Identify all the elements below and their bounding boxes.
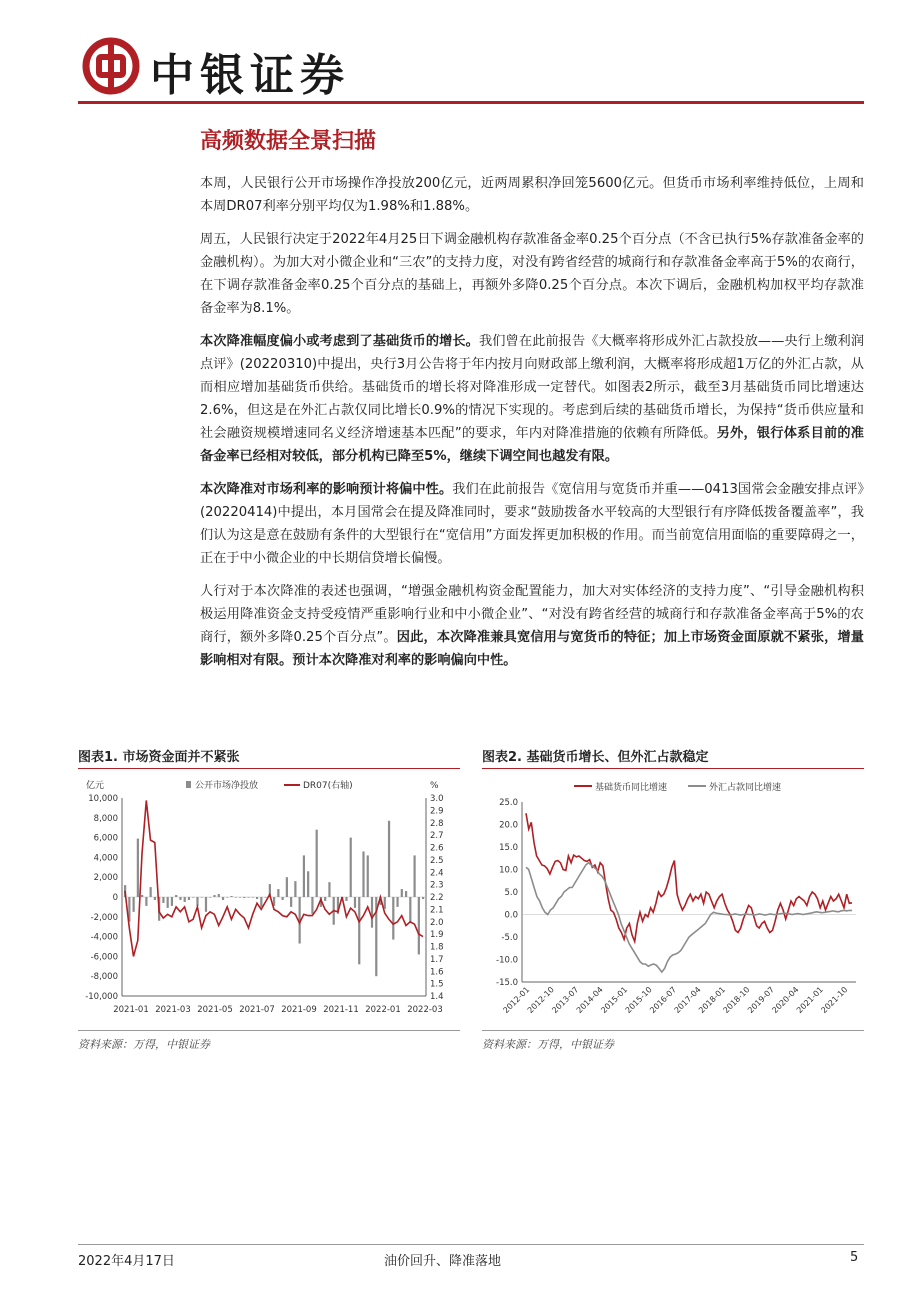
bar-open-market <box>350 838 352 897</box>
right-tick-label: 1.7 <box>430 954 444 965</box>
legend-open-market: 公开市场净投放 <box>195 781 259 791</box>
legend-fx: 外汇占款同比增速 <box>709 783 782 793</box>
bar-open-market <box>167 897 169 908</box>
bar-open-market <box>384 897 386 909</box>
paragraph-bold-run: 因此，本次降准兼具宽信用与宽货币的特征；加上市场资金面原就不紧张，增量影响相对有限。预计本次降准对利率的影响偏向中性。 <box>200 630 864 668</box>
y-tick-label: -15.0 <box>496 978 518 988</box>
y-tick-label: 20.0 <box>499 820 518 831</box>
right-tick-label: 1.6 <box>430 967 444 978</box>
x-tick-label: 2018-10 <box>721 985 752 1016</box>
left-tick-label: -2,000 <box>90 912 118 923</box>
bar-open-market <box>413 855 415 897</box>
bar-open-market <box>286 877 288 897</box>
bar-open-market <box>239 897 241 898</box>
brand-name: 中银证券 <box>150 50 350 101</box>
paragraph-1 <box>200 172 864 218</box>
bar-open-market <box>243 897 245 898</box>
footer-divider <box>78 1244 864 1245</box>
figure2-title-rule <box>482 768 864 769</box>
bar-open-market <box>218 894 220 897</box>
paragraph-run: 我们在此前报告《宽信用与宽货币并重——0413国常会金融安排点评》(20220414)中提出，本月国常会在提及降准同时，要求“鼓励拨备水平较高的大型银行有序降低拨备覆盖率”，我们认为这是意在鼓励有条件的大型银行在“宽信用”方面发挥更加积极的作用。而当前宽信用面临的重要障碍之一，正在于中小微企业的中长期信贷增长偏慢。 <box>200 482 864 566</box>
right-tick-label: 2.2 <box>430 893 444 903</box>
paragraph-3 <box>200 330 864 468</box>
bar-open-market <box>290 897 292 907</box>
paragraph-2 <box>200 228 864 320</box>
x-tick-label: 2021-07 <box>239 1005 275 1015</box>
bar-open-market <box>150 887 152 897</box>
x-tick-label: 2021-01 <box>113 1005 149 1015</box>
section-title: 高频数据全景扫描 <box>200 128 377 154</box>
bar-open-market <box>230 896 232 897</box>
bar-open-market <box>175 895 177 897</box>
x-tick-label: 2013-07 <box>550 985 581 1016</box>
figure1-title-rule <box>78 768 460 769</box>
bar-open-market <box>328 882 330 897</box>
bar-open-market <box>154 897 156 900</box>
line-dr07 <box>125 801 423 957</box>
bar-open-market <box>371 897 373 928</box>
left-tick-label: 2,000 <box>93 873 118 884</box>
bar-open-market <box>222 897 224 900</box>
x-tick-label: 2021-11 <box>323 1005 359 1015</box>
bar-open-market <box>209 897 211 898</box>
bar-open-market <box>226 897 228 898</box>
bar-open-market <box>171 897 173 906</box>
right-tick-label: 1.4 <box>430 992 444 1002</box>
x-tick-label: 2015-01 <box>599 985 630 1016</box>
bar-open-market <box>316 830 318 897</box>
y-tick-label: 15.0 <box>499 843 518 853</box>
bar-open-market <box>396 897 398 907</box>
paragraph-bold-run: 本次降准幅度偏小或考虑到了基础货币的增长。 <box>200 334 479 349</box>
bar-open-market <box>418 897 420 954</box>
x-tick-label: 2015-10 <box>623 985 654 1016</box>
bar-open-market <box>256 897 258 899</box>
bar-open-market <box>133 897 135 912</box>
bar-open-market <box>345 897 347 901</box>
y-tick-label: 0.0 <box>504 910 518 921</box>
chart-open-market-dr07 <box>78 772 460 1028</box>
line-fx <box>526 863 852 972</box>
right-axis-unit: % <box>430 781 439 791</box>
left-tick-label: 6,000 <box>93 833 118 844</box>
chart-base-money-fx <box>482 772 864 1028</box>
x-tick-label: 2019-07 <box>746 985 777 1016</box>
x-tick-label: 2014-04 <box>574 985 605 1016</box>
bar-open-market <box>422 897 424 899</box>
figure2-bottom-rule <box>482 1030 864 1031</box>
left-tick-label: 10,000 <box>88 794 118 804</box>
bar-open-market <box>179 897 181 900</box>
left-axis-unit: 亿元 <box>86 781 105 791</box>
paragraph-4 <box>200 478 864 570</box>
bar-open-market <box>307 871 309 897</box>
bar-open-market <box>188 897 190 900</box>
page-header <box>78 33 864 108</box>
bar-open-market <box>367 855 369 897</box>
bar-open-market <box>184 897 186 902</box>
paragraph-run: 人行对于本次降准的表述也强调，“增强金融机构资金配置能力，加大对实体经济的支持力度”、“引导金融机构积极运用降准资金支持受疫情严重影响行业和中小微企业”、“对没有跨省经营的城商行和存款准备金率高于5%的农商行，额外多降0.25个百分点”。 <box>200 584 864 645</box>
figure1-bottom-rule <box>78 1030 460 1031</box>
x-tick-label: 2021-01 <box>794 985 825 1016</box>
bar-open-market <box>247 897 249 898</box>
figure1-source: 资料来源：万得，中银证券 <box>78 1038 210 1051</box>
paragraph-5 <box>200 580 864 672</box>
x-tick-label: 2021-09 <box>281 1005 317 1015</box>
right-tick-label: 2.3 <box>430 880 444 891</box>
right-tick-label: 2.4 <box>430 868 444 879</box>
bar-open-market <box>192 897 194 898</box>
footer-date: 2022年4月17日 <box>78 1254 175 1269</box>
right-tick-label: 2.7 <box>430 831 444 842</box>
bar-open-market <box>145 897 147 906</box>
y-tick-label: 10.0 <box>499 865 518 876</box>
left-tick-label: 4,000 <box>93 853 118 864</box>
bar-open-market <box>141 895 143 897</box>
legend-swatch-open-market <box>186 781 191 788</box>
bar-open-market <box>260 897 262 907</box>
body-text <box>200 172 864 682</box>
bar-open-market <box>282 897 284 900</box>
x-tick-label: 2022-01 <box>365 1005 401 1015</box>
bar-open-market <box>277 889 279 897</box>
figure2-source: 资料来源：万得，中银证券 <box>482 1038 614 1051</box>
left-tick-label: -10,000 <box>85 992 118 1002</box>
bar-open-market <box>405 891 407 897</box>
right-tick-label: 3.0 <box>430 794 444 804</box>
left-tick-label: -4,000 <box>90 932 118 943</box>
right-tick-label: 1.8 <box>430 942 444 953</box>
page-number: 5 <box>850 1250 859 1265</box>
left-tick-label: 0 <box>112 893 118 903</box>
bar-open-market <box>252 897 254 898</box>
bar-open-market <box>388 821 390 897</box>
right-tick-label: 2.9 <box>430 806 444 817</box>
y-tick-label: 5.0 <box>504 888 518 898</box>
right-tick-label: 2.5 <box>430 855 444 866</box>
right-tick-label: 1.9 <box>430 930 444 941</box>
paragraph-bold-run: 本次降准对市场利率的影响预计将偏中性。 <box>200 482 453 497</box>
x-tick-label: 2018-01 <box>697 985 728 1016</box>
bar-open-market <box>235 897 237 898</box>
bar-open-market <box>201 897 203 898</box>
x-tick-label: 2021-10 <box>819 985 850 1016</box>
x-tick-label: 2021-03 <box>155 1005 191 1015</box>
bar-open-market <box>205 897 207 912</box>
y-tick-label: 25.0 <box>499 798 518 808</box>
bar-open-market <box>311 897 313 914</box>
left-tick-label: -6,000 <box>90 952 118 963</box>
bar-open-market <box>392 897 394 940</box>
bar-open-market <box>362 851 364 897</box>
line-base-money <box>526 813 852 941</box>
bar-open-market <box>213 895 215 897</box>
bar-open-market <box>354 897 356 908</box>
paragraph-run: 周五，人民银行决定于2022年4月25日下调金融机构存款准备金率0.25个百分点（不含已执行5%存款准备金率的金融机构）。为加大对小微企业和“三农”的支持力度，对没有跨省经营的城商行和存款准备金率高于5%的农商行，在下调存款准备金率0.25个百分点的基础上，再额外多降0.25个百分点。本次下调后，金融机构加权平均存款准备金率为8.1%。 <box>200 232 864 316</box>
footer-title: 油价回升、降准落地 <box>384 1254 502 1269</box>
x-tick-label: 2020-04 <box>770 985 801 1016</box>
header-divider <box>78 101 864 104</box>
bar-open-market <box>358 897 360 964</box>
left-tick-label: 8,000 <box>93 813 118 824</box>
x-tick-label: 2012-01 <box>501 985 532 1016</box>
figure2-title: 图表2. 基础货币增长、但外汇占款稳定 <box>482 750 709 765</box>
x-tick-label: 2022-03 <box>407 1005 443 1015</box>
legend-dr07: DR07(右轴) <box>303 781 353 791</box>
y-tick-label: -10.0 <box>496 955 518 966</box>
right-tick-label: 2.6 <box>430 843 444 854</box>
bar-open-market <box>324 897 326 901</box>
paragraph-run: 我们曾在此前报告《大概率将形成外汇占款投放——央行上缴利润点评》(20220310)中提出，央行3月公告将于年内按月向财政部上缴利润，大概率将形成超1万亿的外汇占款，从而相应增加基础货币供给。基础货币的增长将对降准形成一定替代。如图表2所示，截至3月基础货币同比增速达2.6%，但这是在外汇占款仅同比增长0.9%的情况下实现的。考虑到后续的基础货币增长，为保持“货币供应量和社会融资规模增速同名义经济增速基本匹配”的要求，年内对降准措施的依赖有所降低。 <box>200 334 865 441</box>
right-tick-label: 1.5 <box>430 979 444 990</box>
bar-open-market <box>137 839 139 897</box>
paragraph-run: 本周，人民银行公开市场操作净投放200亿元，近两周累积净回笼5600亿元。但货币市场利率维持低位，上周和本周DR07利率分别平均仅为1.98%和1.88%。 <box>200 176 864 214</box>
right-tick-label: 2.0 <box>430 917 444 928</box>
paragraph-bold-run: 另外，银行体系目前的准备金率已经相对较低，部分机构已降至5%，继续下调空间也越发有限。 <box>200 426 864 464</box>
right-tick-label: 2.8 <box>430 818 444 829</box>
legend-base-money: 基础货币同比增速 <box>595 783 668 793</box>
bar-open-market <box>294 881 296 897</box>
x-tick-label: 2012-10 <box>525 985 556 1016</box>
bar-open-market <box>409 897 411 922</box>
right-tick-label: 2.1 <box>430 905 444 916</box>
bar-open-market <box>264 897 266 898</box>
y-tick-label: -5.0 <box>501 933 518 943</box>
bar-open-market <box>303 855 305 897</box>
boc-logo-icon <box>82 37 140 95</box>
bar-open-market <box>162 897 164 903</box>
left-tick-label: -8,000 <box>90 972 118 983</box>
x-tick-label: 2017-04 <box>672 985 703 1016</box>
x-tick-label: 2021-05 <box>197 1005 233 1015</box>
figure1-title: 图表1. 市场资金面并不紧张 <box>78 750 240 765</box>
x-tick-label: 2016-07 <box>648 985 679 1016</box>
bar-open-market <box>401 889 403 897</box>
